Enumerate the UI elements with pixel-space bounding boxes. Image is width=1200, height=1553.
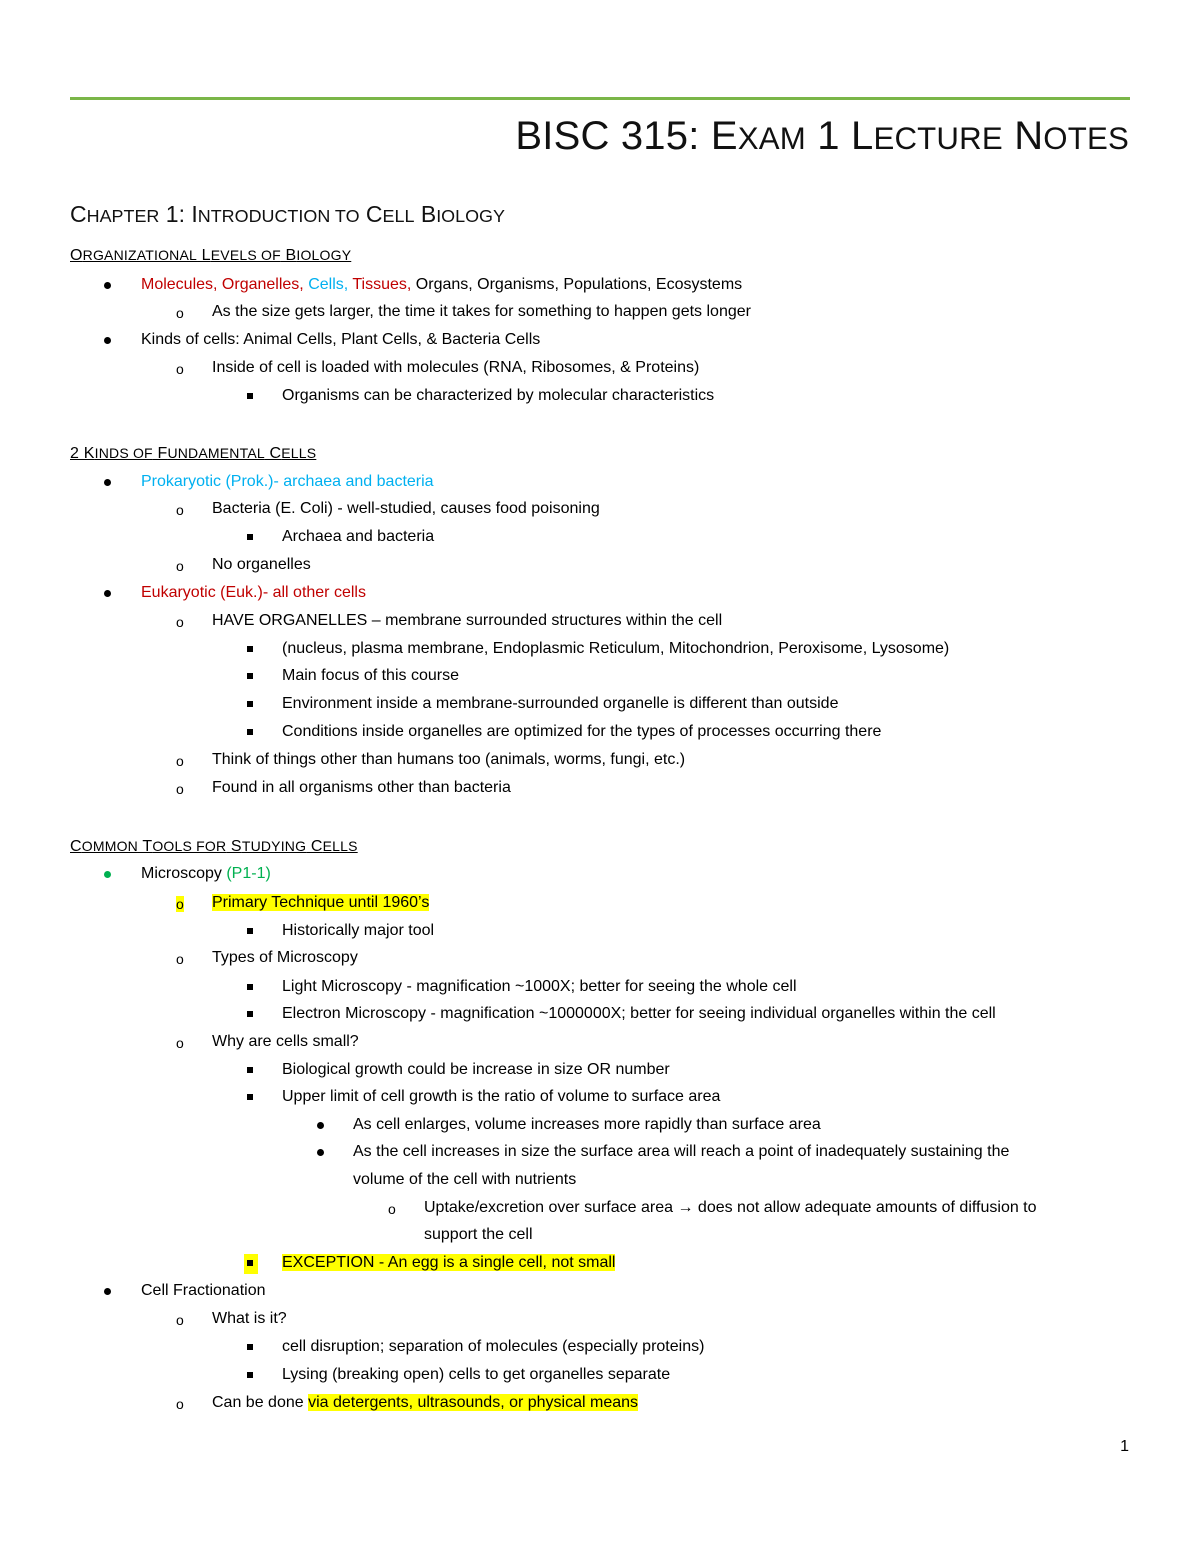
bullet-circle: o xyxy=(176,753,184,769)
list-item: As the cell increases in size the surface area will reach a point of inadequately sustaining the xyxy=(353,1143,1010,1160)
bullet-circle: o xyxy=(176,1035,184,1051)
bullet-square xyxy=(247,1344,253,1350)
bullet-circle: o xyxy=(388,1201,396,1217)
bullet-dot xyxy=(317,1149,324,1156)
list-item: Can be done via detergents, ultrasounds, or physical means xyxy=(212,1394,639,1411)
bullet-dot xyxy=(104,871,111,878)
list-item: (nucleus, plasma membrane, Endoplasmic Reticulum, Mitochondrion, Peroxisome, Lysosome) xyxy=(282,640,950,657)
bullet-square xyxy=(247,1260,253,1266)
bullet-square xyxy=(247,393,253,399)
list-item: Found in all organisms other than bacteria xyxy=(212,779,511,796)
bullet-square xyxy=(247,534,253,540)
bullet-circle: o xyxy=(176,896,184,912)
list-item: Uptake/excretion over surface area → does not allow adequate amounts of diffusion to xyxy=(424,1199,1037,1216)
list-item: Environment inside a membrane-surrounded organelle is different than outside xyxy=(282,695,839,712)
section-heading-organizational-levels: ORGANIZATIONAL LEVELS OF BIOLOGY xyxy=(70,247,352,264)
bullet-circle: o xyxy=(176,781,184,797)
list-item: Conditions inside organelles are optimized for the types of processes occurring there xyxy=(282,723,882,740)
list-item: Archaea and bacteria xyxy=(282,528,435,545)
bullet-circle: o xyxy=(176,361,184,377)
bullet-square xyxy=(247,701,253,707)
bullet-circle: o xyxy=(176,614,184,630)
section-heading-fundamental-cells: 2 KINDS OF FUNDAMENTAL CELLS xyxy=(70,445,317,462)
bullet-dot xyxy=(317,1122,324,1129)
list-item: As cell enlarges, volume increases more rapidly than surface area xyxy=(353,1116,821,1133)
list-item: Upper limit of cell growth is the ratio of volume to surface area xyxy=(282,1088,721,1105)
list-item: Light Microscopy - magnification ~1000X; better for seeing the whole cell xyxy=(282,978,797,995)
bullet-circle: o xyxy=(176,1312,184,1328)
list-item: Primary Technique until 1960’s xyxy=(212,894,430,911)
list-item: What is it? xyxy=(212,1310,287,1327)
list-item: Types of Microscopy xyxy=(212,949,358,966)
list-item: Think of things other than humans too (animals, worms, fungi, etc.) xyxy=(212,751,686,768)
bullet-circle: o xyxy=(176,1396,184,1412)
list-item: HAVE ORGANELLES – membrane surrounded structures within the cell xyxy=(212,612,723,629)
bullet-square xyxy=(247,928,253,934)
list-item: Historically major tool xyxy=(282,922,435,939)
list-item: Eukaryotic (Euk.)- all other cells xyxy=(141,584,366,601)
section-heading-common-tools: COMMON TOOLS FOR STUDYING CELLS xyxy=(70,838,358,855)
bullet-dot xyxy=(104,337,111,344)
list-item: As the size gets larger, the time it takes for something to happen gets longer xyxy=(212,303,751,320)
arrow-right-icon: → xyxy=(677,1199,694,1216)
bullet-circle: o xyxy=(176,305,184,321)
bullet-square xyxy=(247,1067,253,1073)
chapter-heading: CHAPTER 1: INTRODUCTION TO CELL BIOLOGY xyxy=(70,201,505,227)
list-item: Molecules, Organelles, Cells, Tissues, Organs, Organisms, Populations, Ecosystems xyxy=(141,276,743,293)
list-item: Lysing (breaking open) cells to get organelles separate xyxy=(282,1366,671,1383)
list-item: Why are cells small? xyxy=(212,1033,359,1050)
bullet-circle: o xyxy=(176,951,184,967)
bullet-dot xyxy=(104,1288,111,1295)
list-item: Biological growth could be increase in size OR number xyxy=(282,1061,670,1078)
bullet-square xyxy=(247,984,253,990)
bullet-square xyxy=(247,1094,253,1100)
list-item: Kinds of cells: Animal Cells, Plant Cells, & Bacteria Cells xyxy=(141,331,541,348)
list-item: Prokaryotic (Prok.)- archaea and bacteria xyxy=(141,473,434,490)
bullet-circle: o xyxy=(176,558,184,574)
list-item: EXCEPTION - An egg is a single cell, not small xyxy=(282,1254,616,1271)
bullet-dot xyxy=(104,590,111,597)
list-item-continuation: support the cell xyxy=(424,1226,533,1243)
list-item: Electron Microscopy - magnification ~1000000X; better for seeing individual organelles within the cell xyxy=(282,1005,996,1022)
list-item: cell disruption; separation of molecules (especially proteins) xyxy=(282,1338,705,1355)
bullet-dot xyxy=(104,282,111,289)
list-item: Cell Fractionation xyxy=(141,1282,266,1299)
bullet-square xyxy=(247,729,253,735)
bullet-square xyxy=(247,673,253,679)
list-item: Inside of cell is loaded with molecules (RNA, Ribosomes, & Proteins) xyxy=(212,359,700,376)
list-item: No organelles xyxy=(212,556,311,573)
bullet-square xyxy=(247,1372,253,1378)
list-item-continuation: volume of the cell with nutrients xyxy=(353,1171,577,1188)
list-item: Microscopy (P1-1) xyxy=(141,865,271,882)
bullet-dot xyxy=(104,479,111,486)
document-title: BISC 315: EXAM 1 LECTURE NOTES xyxy=(515,114,1129,158)
page-number: 1 xyxy=(1120,1438,1129,1455)
list-item: Organisms can be characterized by molecular characteristics xyxy=(282,387,715,404)
header-rule xyxy=(70,97,1130,100)
list-item: Main focus of this course xyxy=(282,667,459,684)
list-item: Bacteria (E. Coli) - well-studied, causes food poisoning xyxy=(212,500,600,517)
bullet-square xyxy=(247,646,253,652)
bullet-circle: o xyxy=(176,502,184,518)
bullet-square xyxy=(247,1011,253,1017)
